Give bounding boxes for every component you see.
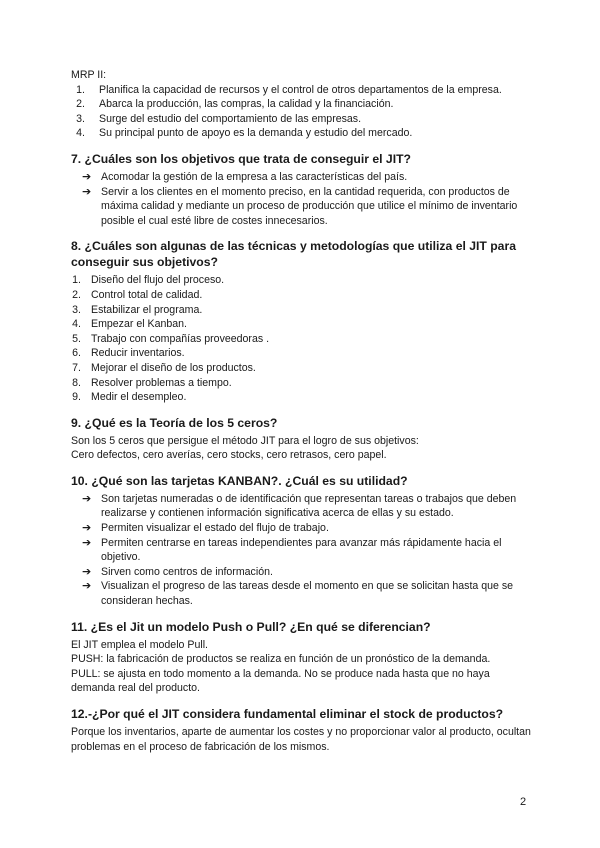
question-10-heading: 10. ¿Qué son las tarjetas KANBAN?. ¿Cuál es su utilidad?: [71, 473, 408, 488]
list-item: 3. Surge del estudio del comportamiento de las empresas.: [76, 112, 362, 125]
mrp-title: MRP II:: [71, 69, 107, 81]
list-item: ➔ Permiten centrarse en tareas independientes para avanzar más rápidamente hacia el objetivo.: [82, 536, 502, 564]
question-9-line: Cero defectos, cero averías, cero stocks, cero retrasos, cero papel.: [71, 449, 387, 462]
question-12-text: Porque los inventarios, aparte de aumentar los costes y no proporcionar valor al producto, ocultan problemas en el proceso de fabricación de los mismos.: [71, 726, 531, 753]
list-item: 4. Empezar el Kanban.: [72, 318, 187, 331]
arrow-icon: ➔: [82, 522, 92, 535]
list-item: 3. Estabilizar el programa.: [72, 303, 203, 316]
question-8-list: [71, 273, 531, 404]
question-10-bullets: [71, 492, 531, 609]
list-item: 1. Planifica la capacidad de recursos y el control de otros departamentos de la empresa.: [76, 83, 502, 96]
document-page: [71, 68, 531, 754]
page-number: 2: [520, 796, 527, 808]
arrow-icon: ➔: [82, 565, 92, 578]
list-item: 7. Mejorar el diseño de los productos.: [72, 361, 256, 374]
mrp-list: [71, 83, 531, 141]
question-11-heading: 11. ¿Es el Jit un modelo Push o Pull? ¿En qué se diferencian?: [71, 619, 431, 634]
list-item: 2. Abarca la producción, las compras, la calidad y la financiación.: [76, 98, 394, 111]
question-8-heading: 8. ¿Cuáles son algunas de las técnicas y metodologías que utiliza el JIT para conseguir sus objetivos?: [71, 239, 516, 270]
list-item: 9. Medir el desempleo.: [72, 391, 187, 404]
list-item: ➔ Sirven como centros de información.: [82, 565, 273, 578]
list-item: 1. Diseño del flujo del proceso.: [72, 274, 225, 287]
list-item: ➔ Permiten visualizar el estado del flujo de trabajo.: [82, 522, 329, 535]
question-11-line: PUSH: la fabricación de productos se realiza en función de un pronóstico de la demanda.: [71, 653, 491, 666]
arrow-icon: ➔: [82, 536, 92, 549]
arrow-icon: ➔: [82, 492, 92, 505]
list-item: 5. Trabajo con compañías proveedoras .: [72, 332, 270, 345]
list-item: 6. Reducir inventarios.: [72, 347, 185, 360]
list-item: ➔ Acomodar la gestión de la empresa a las características del país.: [82, 170, 408, 183]
question-11-line: PULL: se ajusta en todo momento a la demanda. No se produce nada hasta que no haya demanda real del producto.: [71, 667, 490, 695]
list-item: 2. Control total de calidad.: [72, 288, 203, 301]
question-7-heading: 7. ¿Cuáles son los objetivos que trata de conseguir el JIT?: [71, 151, 411, 166]
question-9-heading: 9. ¿Qué es la Teoría de los 5 ceros?: [71, 415, 278, 430]
list-item: ➔ Son tarjetas numeradas o de identificación que representan tareas o trabajos que deben realizarse y contienen información significativa acerca de ellas y su estado.: [82, 492, 517, 520]
list-item: ➔ Servir a los clientes en el momento preciso, en la cantidad requerida, con productos de máxima calidad y mediante un proceso de producción que utilice el mínimo de inventario posible el cual esté libre de costes innecesarios.: [82, 185, 518, 227]
question-11-line: El JIT emplea el modelo Pull.: [71, 638, 208, 651]
list-item: 8. Resolver problemas a tiempo.: [72, 376, 232, 389]
arrow-icon: ➔: [82, 580, 92, 593]
list-item: ➔ Visualizan el progreso de las tareas desde el momento en que se solicitan hasta que se consideran hechas.: [82, 580, 514, 608]
question-12-heading: 12.-¿Por qué el JIT considera fundamental eliminar el stock de productos?: [71, 707, 504, 721]
list-item: 4. Su principal punto de apoyo es la demanda y estudio del mercado.: [76, 127, 413, 140]
question-7-bullets: [71, 170, 531, 228]
arrow-icon: ➔: [82, 185, 92, 198]
question-9-line: Son los 5 ceros que persigue el método JIT para el logro de sus objetivos:: [71, 434, 419, 447]
arrow-icon: ➔: [82, 170, 92, 183]
